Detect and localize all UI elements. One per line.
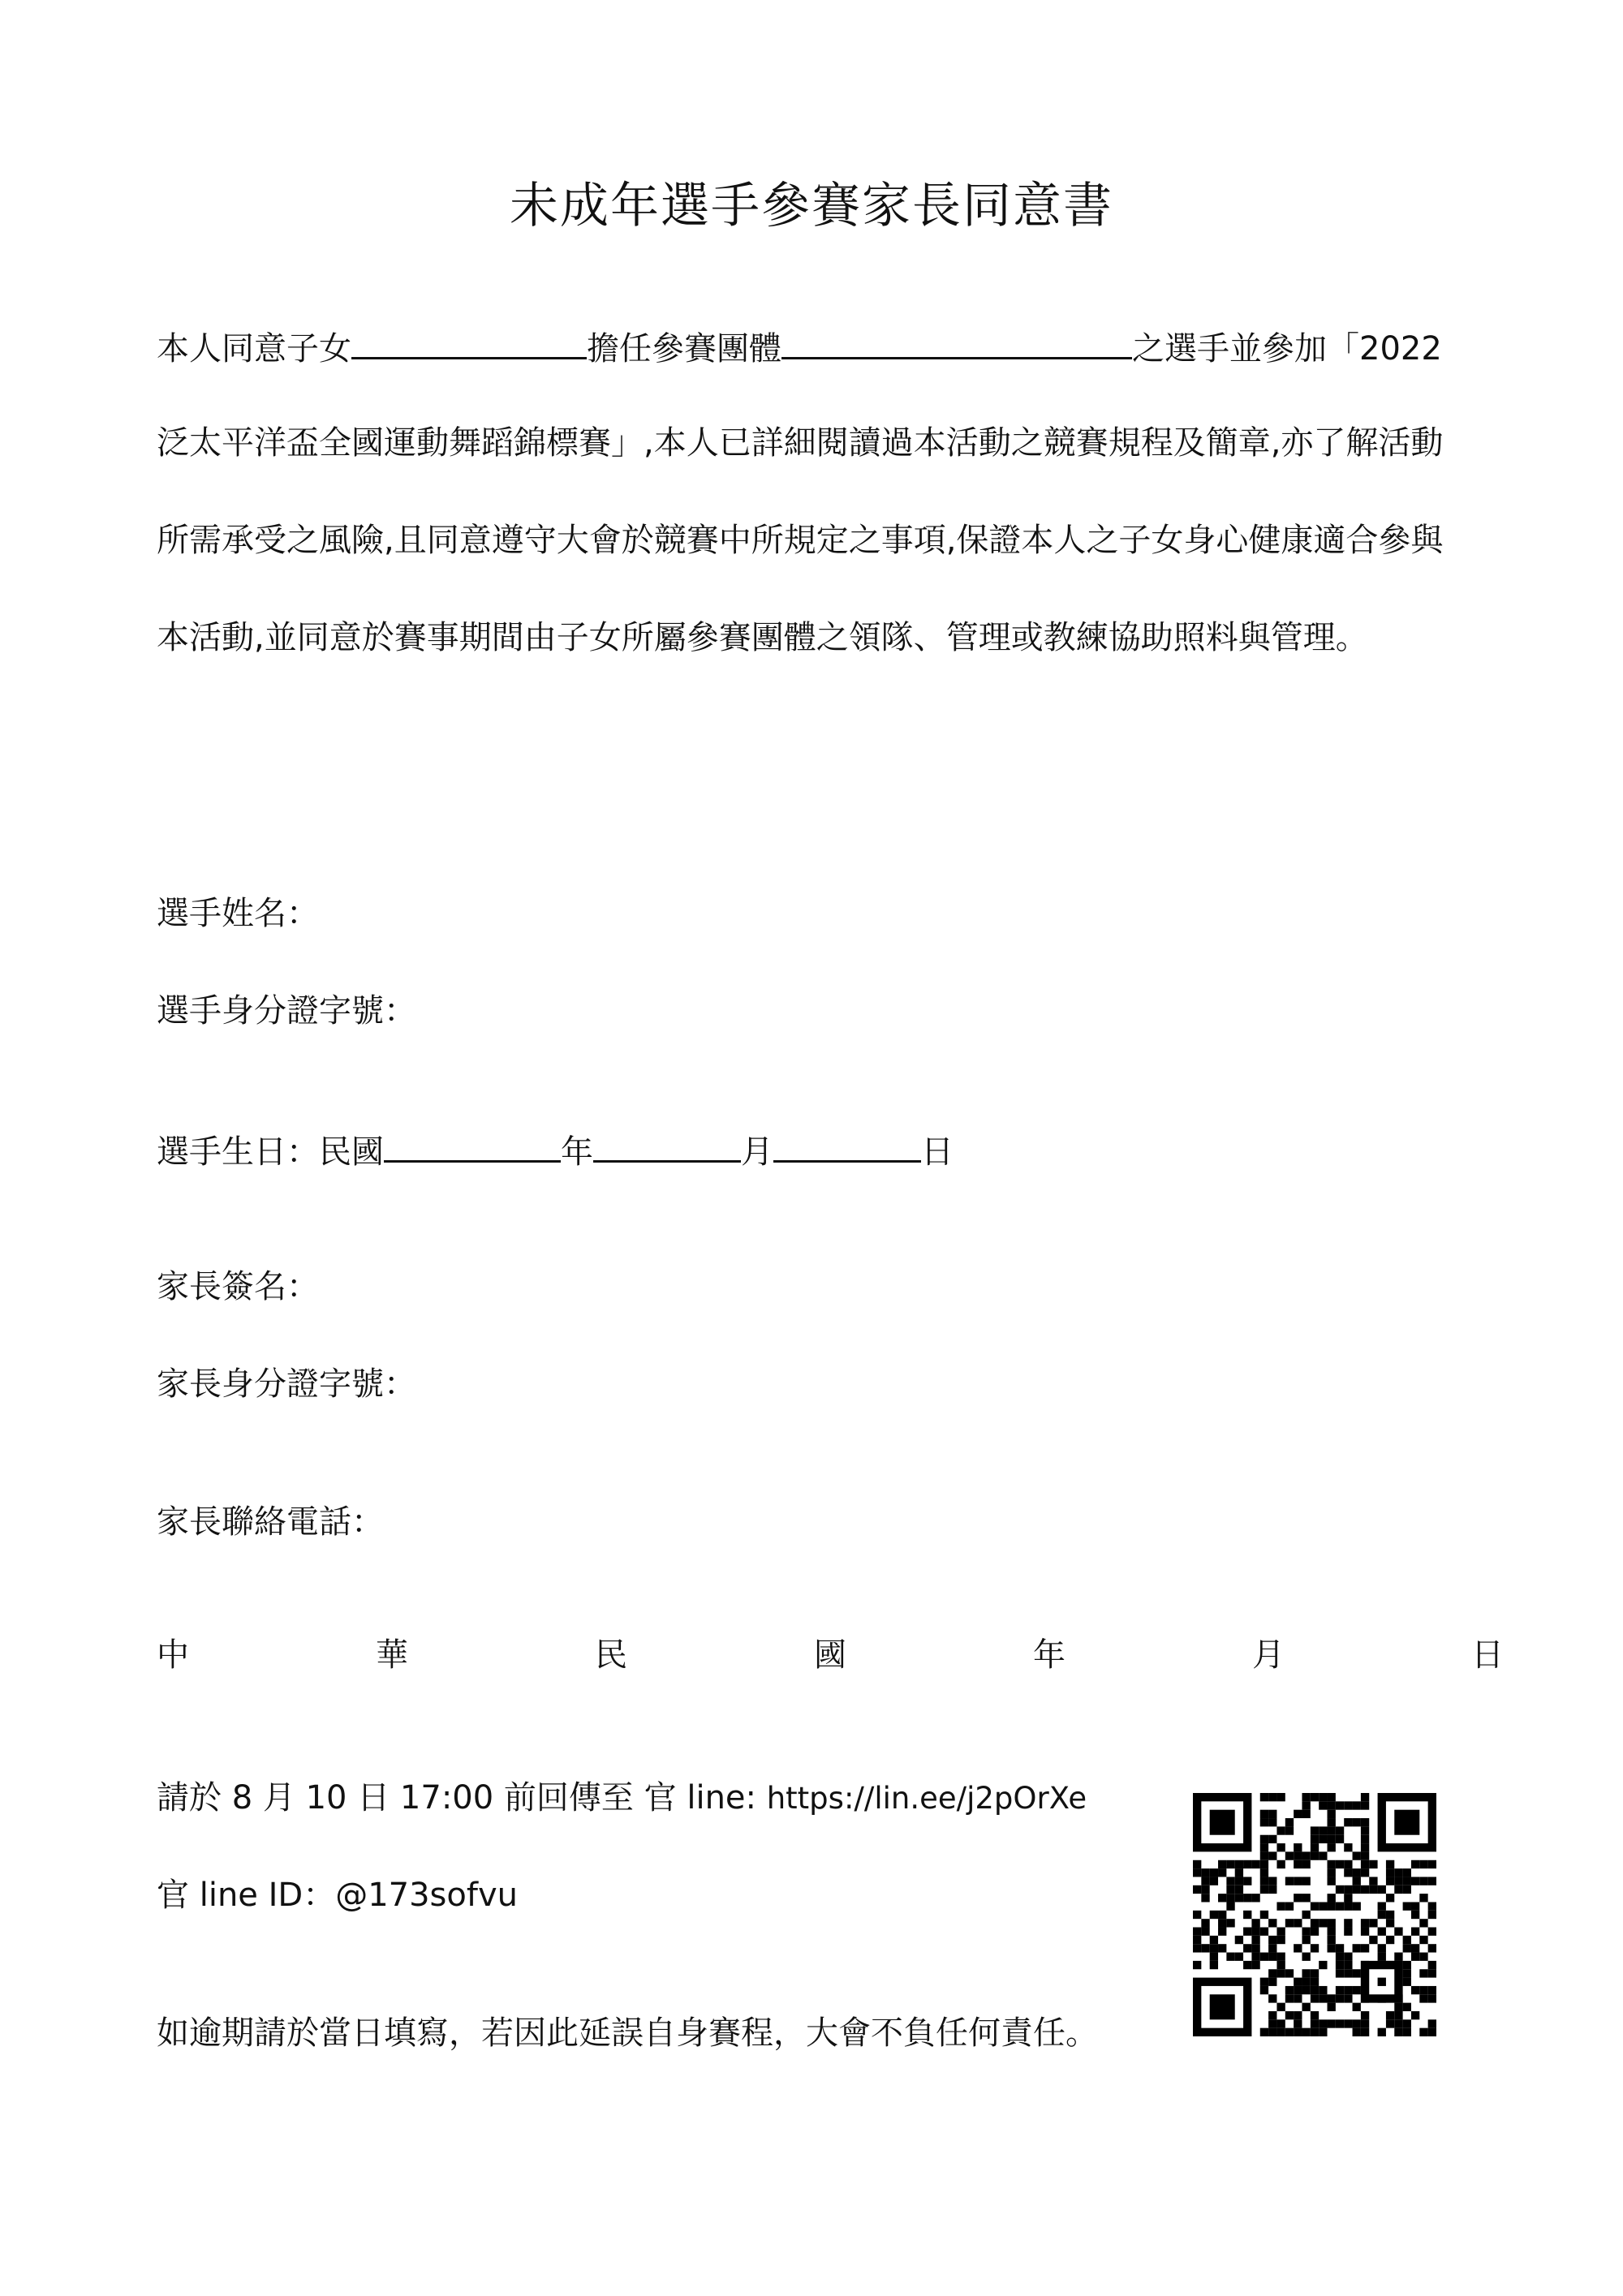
return-note: [157, 1774, 1087, 1823]
paragraph-text: 之選手並參加「2022: [1132, 330, 1442, 368]
date-char: 中: [157, 1636, 189, 1674]
parent-id-label: 家長身分證字號：: [157, 1365, 416, 1403]
child-name-blank[interactable]: [351, 321, 587, 359]
paragraph-line-2: 泛太平洋盃全國運動舞蹈錦標賽」,本人已詳細閱讀過本活動之競賽規程及簡章,亦了解活動: [157, 424, 1444, 462]
parent-signature-label: 家長簽名：: [157, 1268, 319, 1305]
paragraph-line-4: 本活動,並同意於賽事期間由子女所屬參賽團體之領隊、管理或教練協助照料與管理。: [157, 619, 1368, 656]
return-note-text: 請於 8 月 10 日 17:00 前回傳至 官 line:: [157, 1779, 767, 1817]
athlete-id-label: 選手身分證字號：: [157, 992, 416, 1030]
paragraph-text: 擔任參賽團體: [587, 330, 781, 368]
page-title: 未成年選手參賽家長同意書: [510, 178, 1113, 234]
athlete-name-label: 選手姓名：: [157, 895, 319, 932]
athlete-birthday-label: 選手生日：民國: [157, 1133, 384, 1171]
date-char: 年: [1033, 1636, 1065, 1674]
signature-date-row: [157, 1631, 1504, 1679]
paragraph-line-3: 所需承受之風險,且同意遵守大會於競賽中所規定之事項,保證本人之子女身心健康適合參與: [157, 522, 1444, 559]
line-id-text: 官 line ID：@173sofvu: [157, 1877, 518, 1914]
birth-year-blank[interactable]: [384, 1124, 561, 1163]
day-label: 日: [921, 1133, 954, 1171]
date-char: 民: [595, 1636, 627, 1674]
late-note-text: 如逾期請於當日填寫，若因此延誤自身賽程，大會不負任何責任。: [157, 2014, 1098, 2052]
date-char: 月: [1252, 1636, 1285, 1674]
paragraph-line-1: [157, 321, 1442, 373]
line-url-link[interactable]: https://lin.ee/j2pOrXe: [766, 1781, 1087, 1816]
date-char: 華: [376, 1636, 408, 1674]
team-name-blank[interactable]: [781, 321, 1132, 359]
month-label: 月: [741, 1133, 773, 1171]
parent-phone-label: 家長聯絡電話：: [157, 1503, 384, 1541]
athlete-birthday-row: [157, 1124, 954, 1176]
qr-code-icon[interactable]: [1193, 1793, 1436, 2036]
paragraph-text: 本人同意子女: [157, 330, 351, 368]
date-char: 日: [1471, 1636, 1504, 1674]
year-label: 年: [561, 1133, 593, 1171]
birth-day-blank[interactable]: [773, 1124, 921, 1163]
birth-month-blank[interactable]: [593, 1124, 741, 1163]
date-char: 國: [814, 1636, 846, 1674]
